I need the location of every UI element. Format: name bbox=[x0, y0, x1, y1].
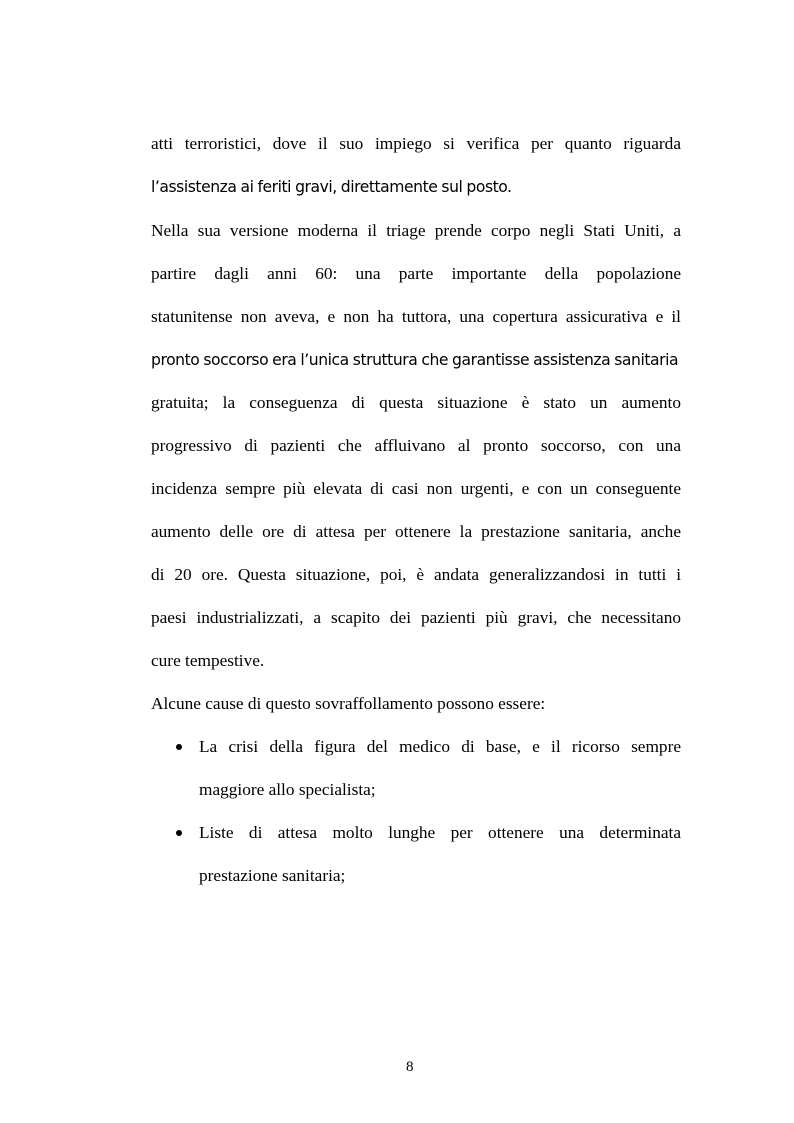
paragraph-line bbox=[151, 177, 512, 197]
paragraph-line: di 20 ore. Questa situazione, poi, è andata generalizzandosi in tutti i bbox=[151, 565, 681, 584]
list-item-line: Liste di attesa molto lunghe per ottenere una determinata bbox=[199, 823, 681, 842]
list-item-line: maggiore allo specialista; bbox=[199, 780, 376, 799]
paragraph-line: incidenza sempre più elevata di casi non urgenti, e con un conseguente bbox=[151, 479, 681, 498]
paragraph-line-segment: l’assistenza ai feriti gravi, direttamente sul posto bbox=[151, 178, 508, 196]
paragraph-line: cure tempestive. bbox=[151, 651, 265, 670]
list-item-line: La crisi della figura del medico di base, e il ricorso sempre bbox=[199, 737, 681, 756]
paragraph-line: progressivo di pazienti che affluivano al pronto soccorso, con una bbox=[151, 436, 681, 455]
paragraph-line: partire dagli anni 60: una parte importante della popolazione bbox=[151, 264, 681, 283]
paragraph-line: pronto soccorso era l’unica struttura che garantisse assistenza sanitaria bbox=[151, 351, 679, 369]
paragraph-line: atti terroristici, dove il suo impiego si verifica per quanto riguarda bbox=[151, 134, 681, 153]
page-number: 8 bbox=[406, 1059, 414, 1075]
paragraph-line-punctuation: . bbox=[507, 177, 512, 196]
paragraph-line: statunitense non aveva, e non ha tuttora, una copertura assicurativa e il bbox=[151, 307, 681, 326]
paragraph-line: gratuita; la conseguenza di questa situazione è stato un aumento bbox=[151, 393, 681, 412]
paragraph-line: Nella sua versione moderna il triage prende corpo negli Stati Uniti, a bbox=[151, 221, 681, 240]
paragraph-line: paesi industrializzati, a scapito dei pazienti più gravi, che necessitano bbox=[151, 608, 681, 627]
list-item-line: prestazione sanitaria; bbox=[199, 866, 346, 885]
bullet-icon bbox=[176, 744, 182, 750]
paragraph-line: aumento delle ore di attesa per ottenere la prestazione sanitaria, anche bbox=[151, 522, 681, 541]
paragraph-line: Alcune cause di questo sovraffollamento possono essere: bbox=[151, 694, 546, 713]
bullet-icon bbox=[176, 830, 182, 836]
